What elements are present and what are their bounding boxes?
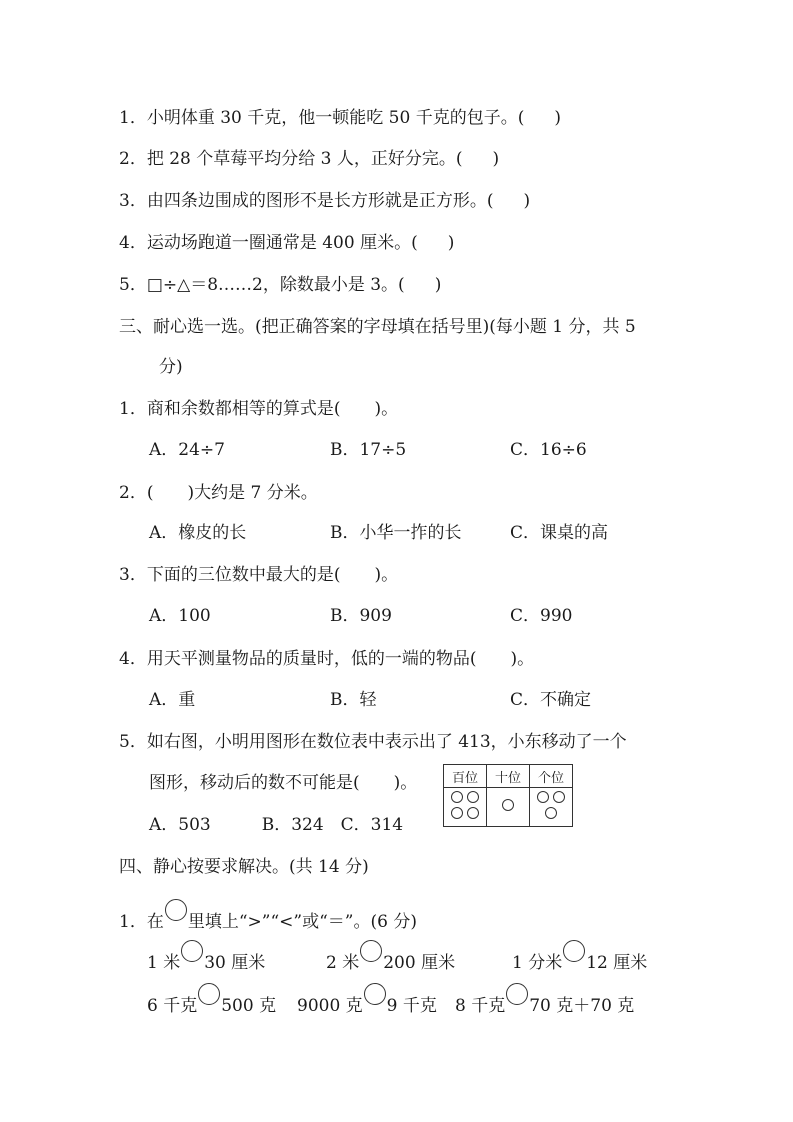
- judge-item-2-text: 把 28 个草莓平均分给 3 人，正好分完。(: [146, 149, 463, 169]
- compare-6-right: 70 克＋70 克: [529, 996, 635, 1016]
- compare-5-left: 9000 克: [297, 996, 363, 1016]
- circle-counter-icon: [451, 791, 463, 803]
- judge-item-1-number: 1．: [119, 108, 147, 128]
- choice-2-stem: 2．( )大约是 7 分米。: [119, 483, 318, 503]
- choice-1-stem: 1．商和余数都相等的算式是( )。: [119, 399, 399, 419]
- section-3-heading: 三、耐心选一选。(把正确答案的字母填在括号里)(每小题 1 分，共 5: [119, 317, 636, 337]
- choice-4-stem: 4．用天平测量物品的质量时，低的一端的物品( )。: [119, 649, 535, 669]
- judge-item-2: [119, 147, 499, 171]
- circle-counter-icon: [467, 791, 479, 803]
- ones-header: 个位: [530, 765, 573, 788]
- close-paren: ): [554, 108, 561, 128]
- compare-item-3: [512, 940, 647, 975]
- judge-item-5-number: 5．: [119, 275, 147, 295]
- compare-1-left: 1 米: [147, 953, 181, 973]
- close-paren: ): [523, 191, 531, 211]
- compare-1-right: 30 厘米: [204, 953, 266, 973]
- compare-blank-circle[interactable]: [506, 983, 528, 1005]
- compare-5-right: 9 千克: [386, 996, 437, 1016]
- compare-blank-circle[interactable]: [198, 983, 220, 1005]
- choice-4-option-b[interactable]: B．轻: [330, 690, 377, 710]
- judge-item-3-number: 3．: [119, 191, 147, 211]
- compare-3-left: 1 分米: [512, 953, 563, 973]
- compare-item-5: [297, 983, 437, 1018]
- compare-2-right: 200 厘米: [383, 953, 456, 973]
- judge-item-3-text: 由四条边围成的图形不是长方形就是正方形。(: [146, 191, 494, 211]
- circle-counter-icon: [537, 791, 549, 803]
- circle-counter-icon: [502, 799, 514, 811]
- compare-4-left: 6 千克: [147, 996, 198, 1016]
- judge-item-3: [119, 189, 530, 213]
- choice-2-option-c[interactable]: C．课桌的高: [510, 523, 609, 543]
- close-paren: ): [434, 275, 442, 295]
- choice-2-option-a[interactable]: A．橡皮的长: [149, 523, 247, 543]
- circle-counter-icon: [545, 807, 557, 819]
- section-4-q1: [119, 899, 417, 934]
- compare-3-right: 12 厘米: [586, 953, 648, 973]
- compare-4-right: 500 克: [221, 996, 277, 1016]
- tens-header: 十位: [487, 765, 530, 788]
- section-4-heading: 四、静心按要求解决。(共 14 分): [119, 857, 369, 877]
- choice-5-stem-cont: 图形，移动后的数不可能是( )。: [149, 773, 418, 793]
- choice-1-option-a[interactable]: A．24÷7: [149, 440, 225, 460]
- judge-item-5-text: □÷△＝8……2，除数最小是 3。(: [146, 275, 405, 295]
- compare-item-1: [147, 940, 265, 975]
- choice-5-stem: 5．如右图，小明用图形在数位表中表示出了 413，小东移动了一个: [119, 732, 627, 752]
- judge-item-4: [119, 231, 454, 255]
- judge-item-1: [119, 106, 561, 130]
- close-paren: ): [492, 149, 500, 169]
- tens-cell: [487, 788, 530, 827]
- choice-5-options[interactable]: A．503 B．324 C．314: [149, 815, 404, 835]
- choice-1-option-b[interactable]: B．17÷5: [330, 440, 407, 460]
- compare-6-left: 8 千克: [455, 996, 506, 1016]
- choice-1-option-c[interactable]: C．16÷6: [510, 440, 587, 460]
- judge-item-4-text: 运动场跑道一圈通常是 400 厘米。(: [146, 233, 418, 253]
- judge-item-4-number: 4．: [119, 233, 147, 253]
- choice-3-stem: 3．下面的三位数中最大的是( )。: [119, 565, 399, 585]
- judge-item-2-number: 2．: [119, 149, 147, 169]
- choice-2-option-b[interactable]: B．小华一拃的长: [330, 523, 462, 543]
- ones-cell: [530, 788, 573, 827]
- compare-blank-circle[interactable]: [360, 940, 382, 962]
- circle-counter-icon: [451, 807, 463, 819]
- compare-item-2: [326, 940, 455, 975]
- choice-4-option-a[interactable]: A．重: [149, 690, 196, 710]
- compare-circle-icon: [165, 899, 187, 921]
- section-3-heading-cont: 分): [159, 357, 183, 377]
- compare-blank-circle[interactable]: [563, 940, 585, 962]
- place-value-table: [443, 764, 573, 827]
- compare-2-left: 2 米: [326, 953, 360, 973]
- judge-item-5: [119, 273, 441, 297]
- judge-item-1-text: 小明体重 30 千克，他一顿能吃 50 千克的包子。(: [146, 108, 525, 128]
- choice-3-option-b[interactable]: B．909: [330, 606, 392, 626]
- choice-3-option-a[interactable]: A．100: [149, 606, 211, 626]
- choice-3-option-c[interactable]: C．990: [510, 606, 573, 626]
- circle-counter-icon: [467, 807, 479, 819]
- circle-counter-icon: [553, 791, 565, 803]
- compare-blank-circle[interactable]: [364, 983, 386, 1005]
- compare-item-4: [147, 983, 276, 1018]
- compare-item-6: [455, 983, 634, 1018]
- section-4-q1-pre: 1．在: [119, 912, 164, 932]
- hundreds-header: 百位: [444, 765, 487, 788]
- section-4-q1-post: 里填上“>”“<”或“＝”。(6 分): [187, 912, 417, 932]
- close-paren: ): [447, 233, 455, 253]
- choice-4-option-c[interactable]: C．不确定: [510, 690, 592, 710]
- hundreds-cell: [444, 788, 487, 827]
- compare-blank-circle[interactable]: [181, 940, 203, 962]
